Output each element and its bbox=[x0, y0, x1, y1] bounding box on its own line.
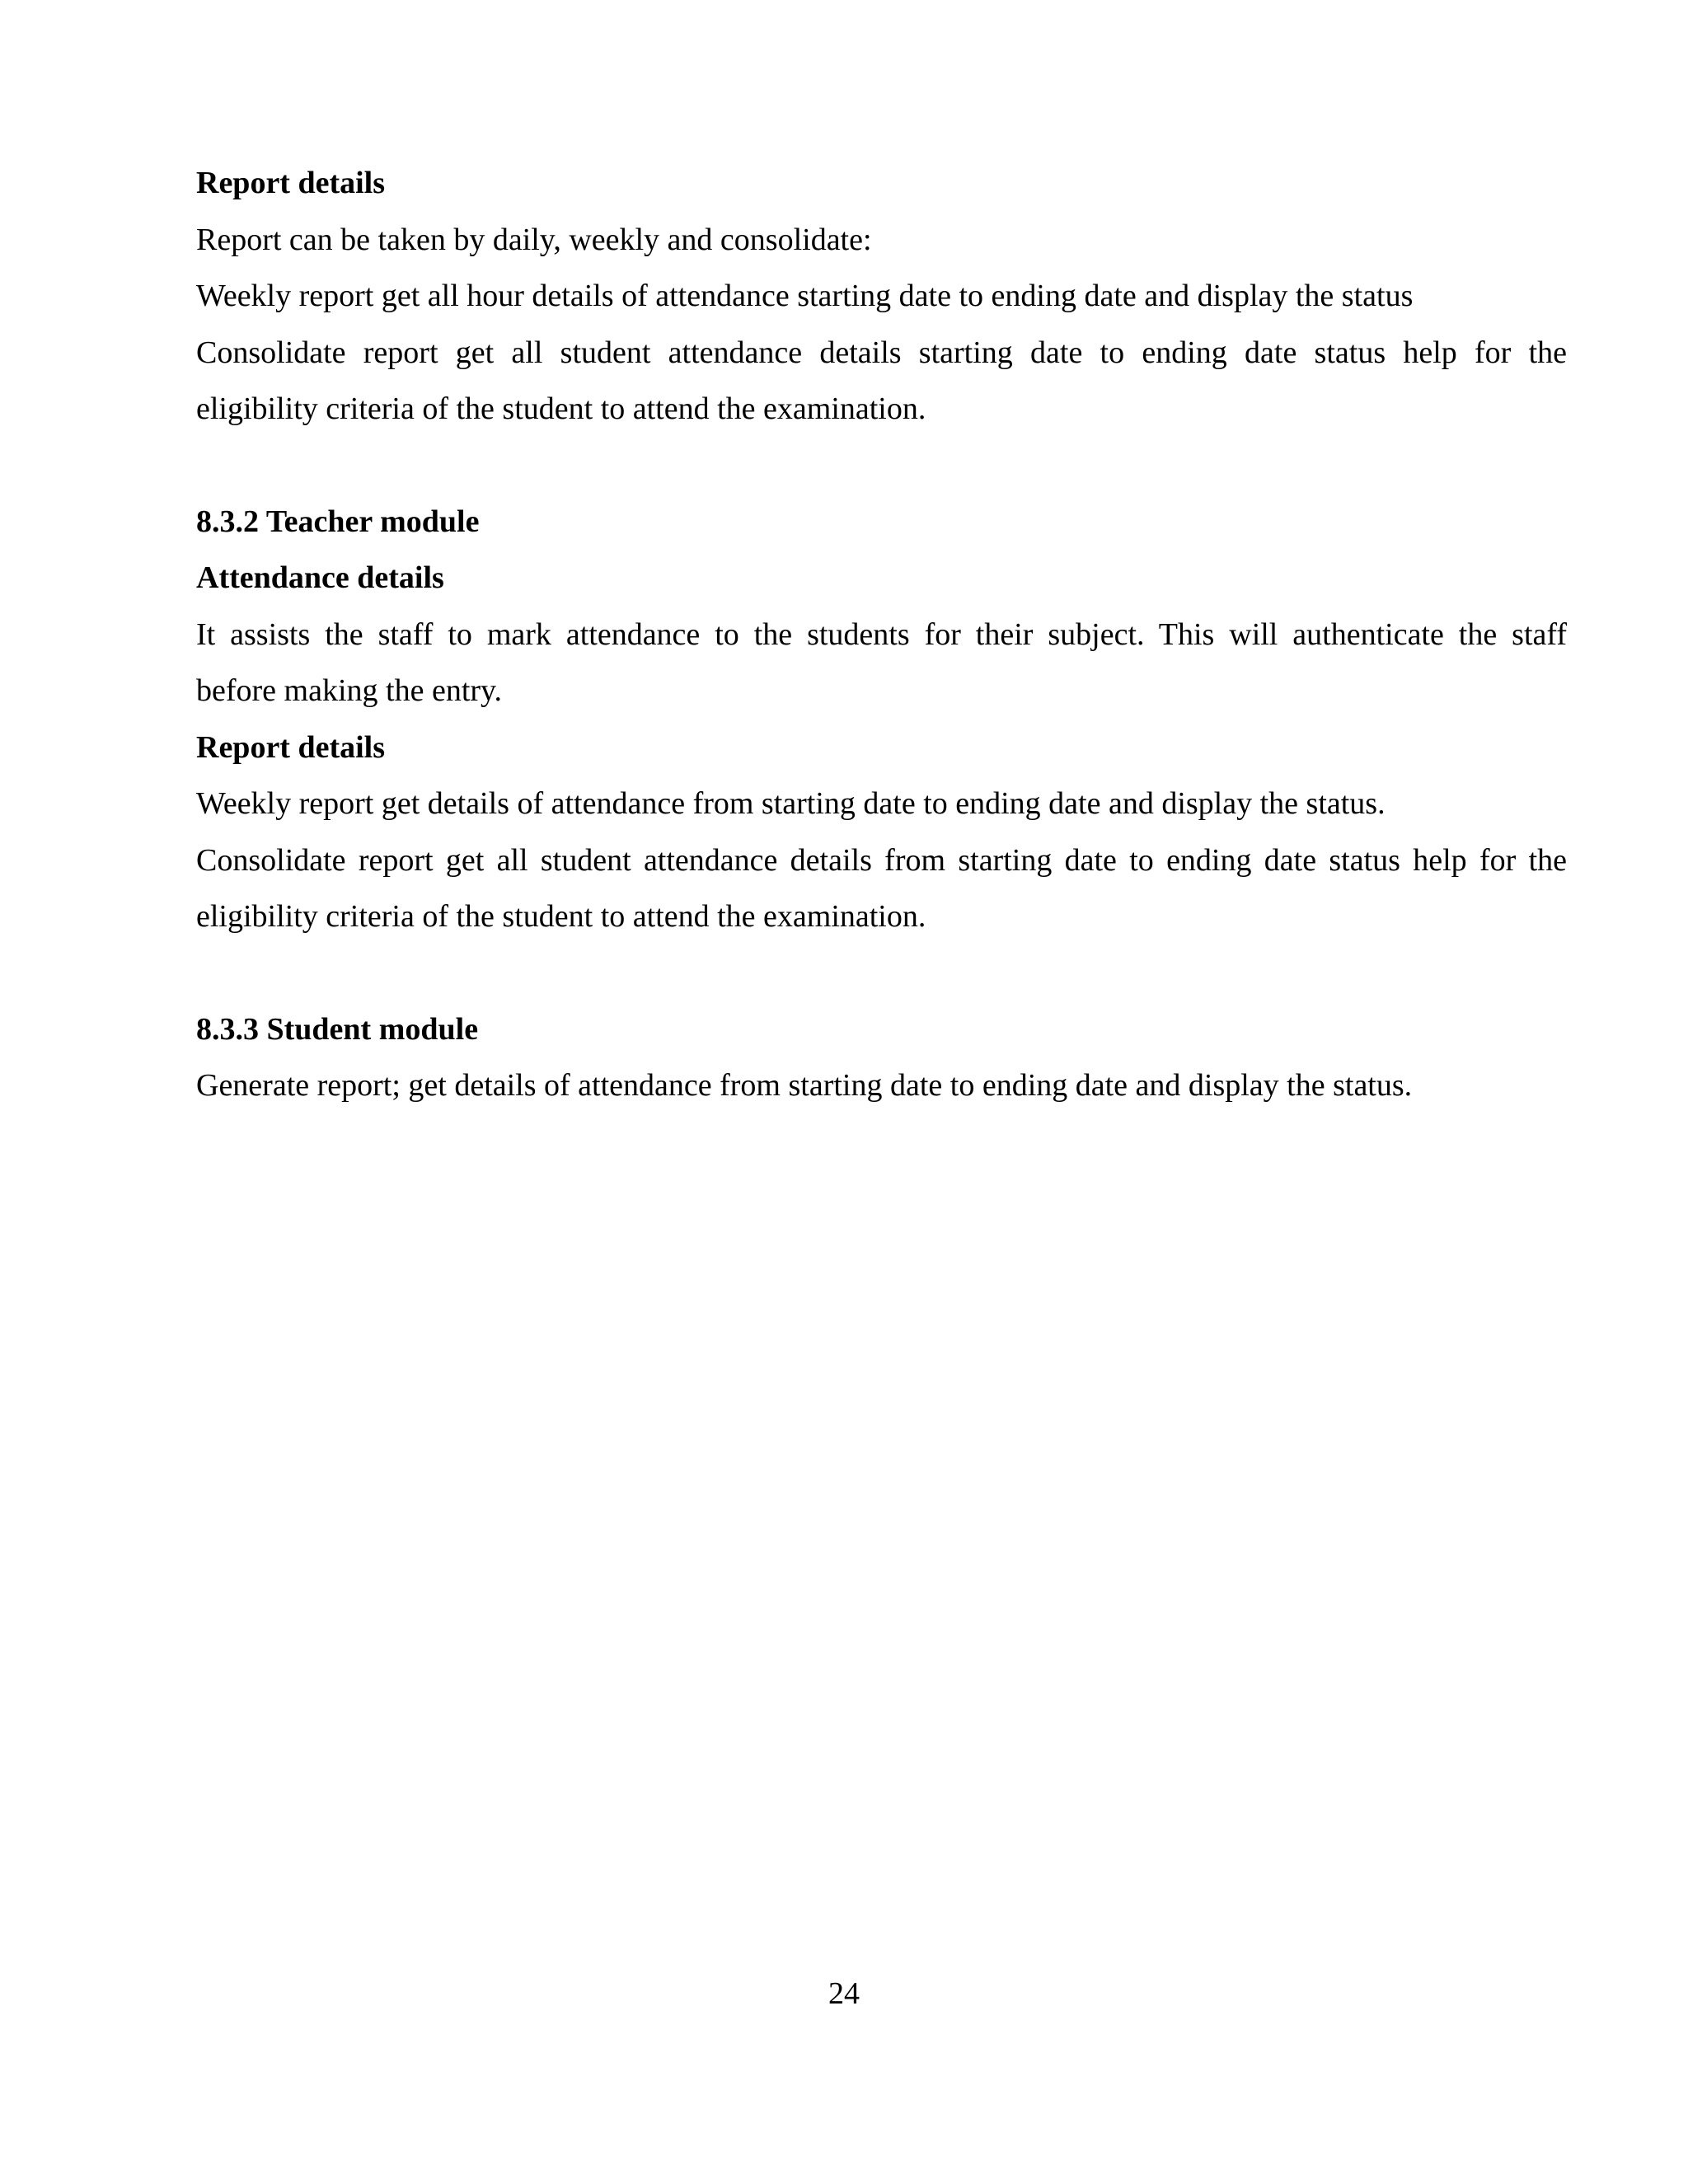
paragraph-line: Generate report; get details of attendance from starting date to ending date and display the status. bbox=[196, 1068, 1413, 1103]
report-details-heading: Report details bbox=[196, 166, 386, 200]
section-spacer bbox=[196, 945, 1567, 1001]
paragraph-line: Report can be taken by daily, weekly and consolidate: bbox=[196, 222, 872, 257]
section-spacer bbox=[196, 438, 1567, 494]
paragraph-line: Weekly report get details of attendance from starting date to ending date and display the status. bbox=[196, 786, 1386, 821]
attendance-details-heading: Attendance details bbox=[196, 560, 444, 595]
page-number: 24 bbox=[828, 1976, 860, 2011]
paragraph-line: Consolidate report get all student attendance details from starting date to ending date status help for the bbox=[196, 842, 1567, 878]
teacher-report-details-heading: Report details bbox=[196, 729, 386, 765]
paragraph-line: eligibility criteria of the student to attend the examination. bbox=[196, 899, 926, 934]
document-body bbox=[196, 155, 1567, 1114]
paragraph-line: Consolidate report get all student attendance details starting date to ending date status help for the bbox=[196, 335, 1567, 370]
student-module-heading: 8.3.3 Student module bbox=[196, 1011, 479, 1047]
paragraph-line: before making the entry. bbox=[196, 673, 503, 708]
paragraph-line: Weekly report get all hour details of attendance starting date to ending date and display the status bbox=[196, 279, 1414, 313]
teacher-module-heading: 8.3.2 Teacher module bbox=[196, 504, 480, 539]
paragraph-line: It assists the staff to mark attendance to the students for their subject. This will authenticate the staff bbox=[196, 616, 1567, 652]
paragraph-line: eligibility criteria of the student to attend the examination. bbox=[196, 391, 926, 426]
